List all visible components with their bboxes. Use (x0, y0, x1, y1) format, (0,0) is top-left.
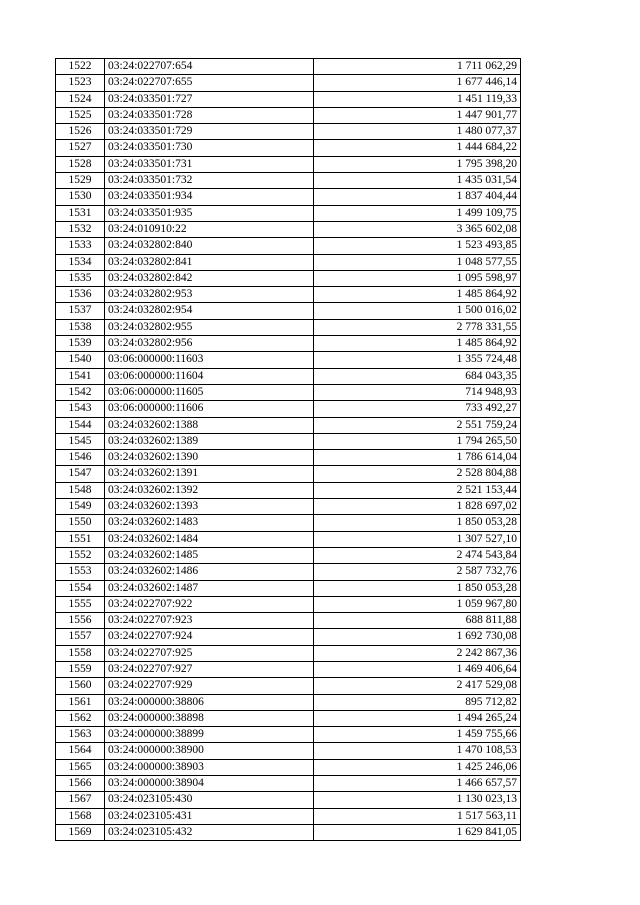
cadastral-value: 2 551 759,24 (314, 417, 521, 433)
row-number: 1535 (56, 270, 105, 286)
cadastral-number: 03:24:032802:842 (105, 270, 314, 286)
cadastral-number: 03:24:022707:927 (105, 661, 314, 677)
row-number: 1522 (56, 59, 105, 75)
cadastral-value: 1 451 119,33 (314, 91, 521, 107)
table-row (56, 499, 521, 515)
row-number: 1545 (56, 433, 105, 449)
cadastral-number: 03:24:022707:654 (105, 59, 314, 75)
cadastral-number: 03:24:032602:1487 (105, 580, 314, 596)
row-number: 1562 (56, 710, 105, 726)
row-number: 1564 (56, 743, 105, 759)
row-number: 1560 (56, 678, 105, 694)
row-number: 1547 (56, 466, 105, 482)
cadastral-number: 03:24:033501:727 (105, 91, 314, 107)
cadastral-number: 03:24:022707:929 (105, 678, 314, 694)
row-number: 1532 (56, 221, 105, 237)
table-row (56, 221, 521, 237)
cadastral-value: 1 059 967,80 (314, 596, 521, 612)
table-row (56, 466, 521, 482)
cadastral-value: 1 711 062,29 (314, 59, 521, 75)
row-number: 1538 (56, 319, 105, 335)
cadastral-number: 03:24:022707:923 (105, 613, 314, 629)
cadastral-number: 03:24:022707:655 (105, 75, 314, 91)
row-number: 1563 (56, 727, 105, 743)
cadastral-number: 03:06:000000:11603 (105, 352, 314, 368)
cadastral-value: 1 469 406,64 (314, 661, 521, 677)
cadastral-number: 03:24:033501:731 (105, 156, 314, 172)
cadastral-value: 1 517 563,11 (314, 808, 521, 824)
cadastral-value: 1 828 697,02 (314, 499, 521, 515)
row-number: 1546 (56, 450, 105, 466)
cadastral-number: 03:24:033501:729 (105, 124, 314, 140)
cadastral-value: 1 480 077,37 (314, 124, 521, 140)
cadastral-value: 1 629 841,05 (314, 824, 521, 840)
row-number: 1558 (56, 645, 105, 661)
row-number: 1567 (56, 792, 105, 808)
table-row (56, 368, 521, 384)
cadastral-number: 03:24:023105:430 (105, 792, 314, 808)
table-row (56, 384, 521, 400)
table-row (56, 140, 521, 156)
cadastral-value: 1 435 031,54 (314, 173, 521, 189)
cadastral-number: 03:24:033501:935 (105, 205, 314, 221)
cadastral-number: 03:24:022707:925 (105, 645, 314, 661)
cadastral-value: 1 850 053,28 (314, 580, 521, 596)
row-number: 1549 (56, 499, 105, 515)
table-row (56, 205, 521, 221)
row-number: 1539 (56, 336, 105, 352)
cadastral-number: 03:24:032602:1485 (105, 547, 314, 563)
cadastral-value: 1 355 724,48 (314, 352, 521, 368)
row-number: 1552 (56, 547, 105, 563)
cadastral-number: 03:24:032602:1483 (105, 515, 314, 531)
table-row (56, 75, 521, 91)
cadastral-value: 1 466 657,57 (314, 776, 521, 792)
cadastral-number: 03:06:000000:11606 (105, 401, 314, 417)
table-row (56, 645, 521, 661)
cadastral-number: 03:24:032802:954 (105, 303, 314, 319)
cadastral-number: 03:24:033501:732 (105, 173, 314, 189)
row-number: 1540 (56, 352, 105, 368)
row-number: 1551 (56, 531, 105, 547)
table-row (56, 189, 521, 205)
cadastral-number: 03:24:032802:840 (105, 238, 314, 254)
cadastral-number: 03:24:032602:1484 (105, 531, 314, 547)
table-row (56, 743, 521, 759)
cadastral-number: 03:24:022707:922 (105, 596, 314, 612)
table-row (56, 515, 521, 531)
cadastral-value: 1 837 404,44 (314, 189, 521, 205)
cadastral-value: 1 307 527,10 (314, 531, 521, 547)
row-number: 1524 (56, 91, 105, 107)
row-number: 1533 (56, 238, 105, 254)
cadastral-number: 03:24:033501:934 (105, 189, 314, 205)
table-row (56, 107, 521, 123)
table-row (56, 319, 521, 335)
row-number: 1541 (56, 368, 105, 384)
table-row (56, 254, 521, 270)
cadastral-value: 1 850 053,28 (314, 515, 521, 531)
cadastral-value: 2 587 732,76 (314, 564, 521, 580)
row-number: 1550 (56, 515, 105, 531)
table-row (56, 596, 521, 612)
table-row (56, 759, 521, 775)
cadastral-number: 03:24:000000:38899 (105, 727, 314, 743)
cadastral-value: 1 444 684,22 (314, 140, 521, 156)
cadastral-value: 1 048 577,55 (314, 254, 521, 270)
row-number: 1530 (56, 189, 105, 205)
table-row (56, 450, 521, 466)
cadastral-number: 03:24:000000:38900 (105, 743, 314, 759)
cadastral-value: 1 795 398,20 (314, 156, 521, 172)
table-row (56, 401, 521, 417)
row-number: 1561 (56, 694, 105, 710)
cadastral-value: 1 485 864,92 (314, 336, 521, 352)
table-row (56, 417, 521, 433)
cadastral-value: 2 474 543,84 (314, 547, 521, 563)
row-number: 1537 (56, 303, 105, 319)
cadastral-number: 03:06:000000:11605 (105, 384, 314, 400)
cadastral-value: 2 521 153,44 (314, 482, 521, 498)
cadastral-number: 03:24:032802:955 (105, 319, 314, 335)
row-number: 1557 (56, 629, 105, 645)
table-row (56, 270, 521, 286)
table-row (56, 352, 521, 368)
table-row (56, 661, 521, 677)
cadastral-value: 1 459 755,66 (314, 727, 521, 743)
row-number: 1543 (56, 401, 105, 417)
table-row (56, 531, 521, 547)
table-row (56, 613, 521, 629)
row-number: 1559 (56, 661, 105, 677)
table-row (56, 694, 521, 710)
cadastral-number: 03:24:000000:38898 (105, 710, 314, 726)
cadastral-number: 03:24:000000:38904 (105, 776, 314, 792)
cadastral-number: 03:24:032602:1486 (105, 564, 314, 580)
table-row (56, 808, 521, 824)
cadastral-number: 03:24:032602:1392 (105, 482, 314, 498)
row-number: 1526 (56, 124, 105, 140)
table-row (56, 824, 521, 840)
table-row (56, 792, 521, 808)
cadastral-value: 684 043,35 (314, 368, 521, 384)
cadastral-number: 03:24:023105:431 (105, 808, 314, 824)
table-row (56, 727, 521, 743)
table-row (56, 710, 521, 726)
cadastral-value: 1 499 109,75 (314, 205, 521, 221)
row-number: 1544 (56, 417, 105, 433)
table-row (56, 482, 521, 498)
table-row (56, 678, 521, 694)
cadastral-value: 895 712,82 (314, 694, 521, 710)
cadastral-number: 03:24:033501:728 (105, 107, 314, 123)
row-number: 1536 (56, 287, 105, 303)
cadastral-number: 03:24:023105:432 (105, 824, 314, 840)
cadastral-value: 2 778 331,55 (314, 319, 521, 335)
cadastral-value: 2 417 529,08 (314, 678, 521, 694)
cadastral-value: 2 528 804,88 (314, 466, 521, 482)
row-number: 1527 (56, 140, 105, 156)
table-row (56, 124, 521, 140)
row-number: 1565 (56, 759, 105, 775)
cadastral-value: 688 811,88 (314, 613, 521, 629)
cadastral-value: 1 786 614,04 (314, 450, 521, 466)
table-row (56, 91, 521, 107)
cadastral-value: 714 948,93 (314, 384, 521, 400)
table-row (56, 287, 521, 303)
cadastral-number: 03:24:032602:1390 (105, 450, 314, 466)
row-number: 1554 (56, 580, 105, 596)
table-row (56, 580, 521, 596)
row-number: 1529 (56, 173, 105, 189)
table-row (56, 547, 521, 563)
table-body (56, 59, 521, 841)
row-number: 1568 (56, 808, 105, 824)
row-number: 1555 (56, 596, 105, 612)
cadastral-value: 1 470 108,53 (314, 743, 521, 759)
cadastral-number: 03:24:010910:22 (105, 221, 314, 237)
cadastral-value: 1 494 265,24 (314, 710, 521, 726)
row-number: 1542 (56, 384, 105, 400)
row-number: 1531 (56, 205, 105, 221)
cadastral-value: 1 425 246,06 (314, 759, 521, 775)
cadastral-value: 733 492,27 (314, 401, 521, 417)
cadastral-number: 03:24:000000:38806 (105, 694, 314, 710)
table-row (56, 564, 521, 580)
cadastral-value: 1 095 598,97 (314, 270, 521, 286)
table-row (56, 173, 521, 189)
cadastral-number: 03:24:022707:924 (105, 629, 314, 645)
row-number: 1556 (56, 613, 105, 629)
cadastral-number: 03:24:033501:730 (105, 140, 314, 156)
cadastral-value: 3 365 602,08 (314, 221, 521, 237)
cadastral-value: 1 794 265,50 (314, 433, 521, 449)
cadastral-value: 1 692 730,08 (314, 629, 521, 645)
table-row (56, 59, 521, 75)
table-row (56, 433, 521, 449)
cadastral-value: 1 500 016,02 (314, 303, 521, 319)
cadastral-table (55, 58, 521, 841)
row-number: 1548 (56, 482, 105, 498)
table-row (56, 336, 521, 352)
table-row (56, 776, 521, 792)
cadastral-value: 1 523 493,85 (314, 238, 521, 254)
row-number: 1534 (56, 254, 105, 270)
cadastral-number: 03:24:032602:1391 (105, 466, 314, 482)
cadastral-number: 03:24:032802:956 (105, 336, 314, 352)
cadastral-number: 03:24:032602:1389 (105, 433, 314, 449)
cadastral-number: 03:24:032802:841 (105, 254, 314, 270)
row-number: 1569 (56, 824, 105, 840)
row-number: 1523 (56, 75, 105, 91)
cadastral-number: 03:24:000000:38903 (105, 759, 314, 775)
row-number: 1566 (56, 776, 105, 792)
row-number: 1525 (56, 107, 105, 123)
cadastral-number: 03:24:032602:1393 (105, 499, 314, 515)
table-row (56, 629, 521, 645)
cadastral-value: 1 485 864,92 (314, 287, 521, 303)
cadastral-number: 03:24:032802:953 (105, 287, 314, 303)
cadastral-value: 1 447 901,77 (314, 107, 521, 123)
table-row (56, 238, 521, 254)
row-number: 1528 (56, 156, 105, 172)
cadastral-value: 2 242 867,36 (314, 645, 521, 661)
cadastral-number: 03:06:000000:11604 (105, 368, 314, 384)
cadastral-number: 03:24:032602:1388 (105, 417, 314, 433)
cadastral-value: 1 677 446,14 (314, 75, 521, 91)
row-number: 1553 (56, 564, 105, 580)
cadastral-value: 1 130 023,13 (314, 792, 521, 808)
table-row (56, 156, 521, 172)
table-row (56, 303, 521, 319)
